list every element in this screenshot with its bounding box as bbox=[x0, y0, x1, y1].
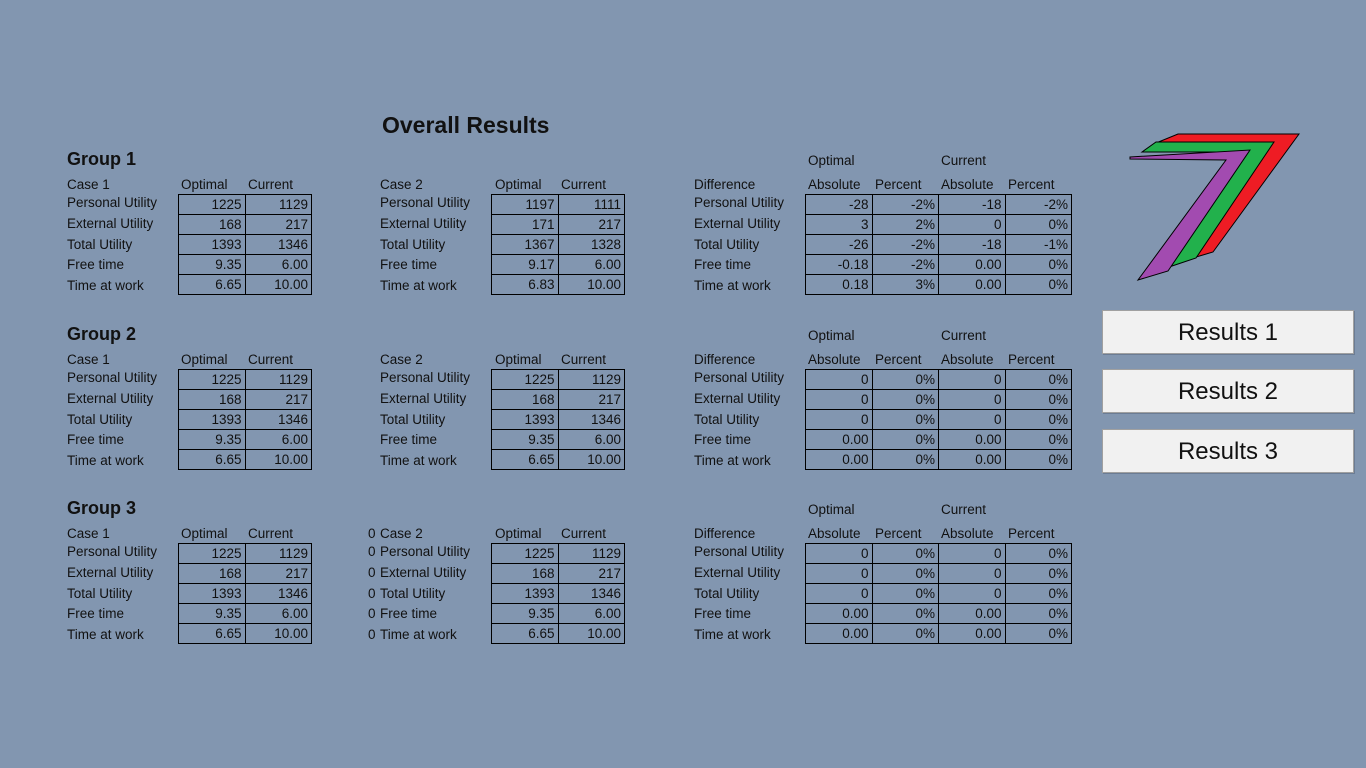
table-cell[interactable]: 0.00 bbox=[939, 604, 1006, 624]
row-label: Time at work bbox=[67, 453, 144, 469]
table-cell[interactable]: 6.00 bbox=[245, 604, 312, 624]
row-label: Total Utility bbox=[67, 236, 133, 252]
row-label: Time at work bbox=[694, 453, 771, 469]
table-cell[interactable]: 0% bbox=[1005, 450, 1072, 470]
absolute-header: Absolute bbox=[808, 352, 861, 367]
table-cell[interactable]: 9.35 bbox=[492, 430, 559, 450]
table-cell[interactable]: 6.65 bbox=[492, 450, 559, 470]
table-row bbox=[492, 370, 625, 390]
group-title: Group 2 bbox=[67, 324, 137, 344]
table-cell[interactable]: 0% bbox=[1005, 410, 1072, 430]
table-row bbox=[492, 255, 625, 275]
table-row bbox=[806, 235, 1072, 255]
percent-header: Percent bbox=[1008, 352, 1055, 367]
case2-label: Case 2 bbox=[380, 352, 423, 367]
row-label: Total Utility bbox=[694, 411, 760, 427]
case1-label: Case 1 bbox=[67, 177, 110, 192]
table-cell[interactable]: 1129 bbox=[245, 544, 312, 564]
current-header: Current bbox=[248, 352, 294, 367]
optimal-header: Optimal bbox=[181, 526, 228, 541]
table-cell[interactable]: 0% bbox=[1005, 390, 1072, 410]
row-label: External Utility bbox=[380, 390, 467, 406]
table-cell[interactable]: 217 bbox=[245, 390, 312, 410]
table-cell[interactable]: 0 bbox=[806, 370, 873, 390]
case2-row-prefix: 0 bbox=[368, 606, 376, 622]
row-label: Time at work bbox=[380, 627, 457, 643]
table-cell[interactable]: 168 bbox=[492, 564, 559, 584]
current-header: Current bbox=[561, 177, 607, 192]
case2-prefix: 0 bbox=[368, 526, 376, 541]
table-cell[interactable]: 10.00 bbox=[245, 450, 312, 470]
row-label: Free time bbox=[694, 432, 752, 448]
group-title: Group 1 bbox=[67, 149, 137, 169]
table-cell[interactable]: 10.00 bbox=[245, 275, 312, 295]
row-label: Total Utility bbox=[380, 411, 446, 427]
table-cell[interactable]: 0% bbox=[872, 450, 939, 470]
table-cell[interactable]: 0.00 bbox=[939, 450, 1006, 470]
table-cell[interactable]: 6.65 bbox=[179, 275, 246, 295]
absolute-header: Absolute bbox=[941, 526, 994, 541]
table-cell[interactable]: -0.18 bbox=[806, 255, 873, 275]
table-row bbox=[492, 275, 625, 295]
percent-header: Percent bbox=[875, 352, 922, 367]
table-cell[interactable]: 9.35 bbox=[492, 604, 559, 624]
row-label: Time at work bbox=[694, 627, 771, 643]
table-cell[interactable]: 0% bbox=[872, 390, 939, 410]
row-label: Personal Utility bbox=[67, 195, 158, 210]
table-row bbox=[492, 410, 625, 430]
table-row bbox=[179, 390, 312, 410]
table-row bbox=[179, 255, 312, 275]
table-row bbox=[806, 370, 1072, 390]
absolute-header: Absolute bbox=[941, 352, 994, 367]
table-row bbox=[492, 604, 625, 624]
table-row bbox=[806, 275, 1072, 295]
table-cell[interactable]: 168 bbox=[179, 390, 246, 410]
table-cell[interactable]: 168 bbox=[179, 215, 246, 235]
table-cell[interactable]: 0 bbox=[939, 215, 1006, 235]
row-label: Time at work bbox=[67, 627, 144, 643]
table-cell[interactable]: 217 bbox=[558, 215, 625, 235]
row-label: External Utility bbox=[694, 390, 781, 406]
row-label: Personal Utility bbox=[380, 544, 471, 559]
row-label: Free time bbox=[380, 257, 438, 273]
row-label: Personal Utility bbox=[694, 544, 785, 559]
table-cell[interactable]: 0.18 bbox=[806, 275, 873, 295]
table-cell[interactable]: 1225 bbox=[179, 195, 246, 215]
table-cell[interactable]: 0% bbox=[1005, 584, 1072, 604]
table-cell[interactable]: 0 bbox=[939, 584, 1006, 604]
current-group-header: Current bbox=[941, 328, 987, 343]
table-cell[interactable]: 0 bbox=[806, 584, 873, 604]
table-cell[interactable]: 0% bbox=[872, 430, 939, 450]
table-cell[interactable]: 10.00 bbox=[558, 624, 625, 644]
table-cell[interactable]: 0% bbox=[1005, 255, 1072, 275]
table-row bbox=[806, 430, 1072, 450]
table-cell[interactable]: -28 bbox=[806, 195, 873, 215]
table-row bbox=[179, 450, 312, 470]
table-cell[interactable]: 10.00 bbox=[558, 275, 625, 295]
table-row bbox=[179, 235, 312, 255]
row-label: External Utility bbox=[694, 564, 781, 580]
table-cell[interactable]: 1393 bbox=[492, 410, 559, 430]
row-label: Total Utility bbox=[380, 236, 446, 252]
row-label: Total Utility bbox=[694, 236, 760, 252]
row-label: External Utility bbox=[67, 390, 154, 406]
table-cell[interactable]: 1346 bbox=[245, 235, 312, 255]
table-cell[interactable]: 9.35 bbox=[179, 604, 246, 624]
table-row bbox=[179, 584, 312, 604]
case1-label: Case 1 bbox=[67, 526, 110, 541]
row-label: Personal Utility bbox=[67, 370, 158, 385]
table-cell[interactable]: 3 bbox=[806, 215, 873, 235]
absolute-header: Absolute bbox=[808, 526, 861, 541]
table-row bbox=[492, 450, 625, 470]
table-cell[interactable]: -18 bbox=[939, 195, 1006, 215]
difference-table bbox=[805, 194, 1072, 295]
table-cell[interactable]: 6.65 bbox=[492, 624, 559, 644]
table-cell[interactable]: 217 bbox=[245, 215, 312, 235]
optimal-header: Optimal bbox=[181, 177, 228, 192]
row-label: Free time bbox=[694, 257, 752, 273]
table-row bbox=[806, 450, 1072, 470]
row-label: Free time bbox=[67, 432, 125, 448]
table-cell[interactable]: 6.00 bbox=[245, 430, 312, 450]
table-cell[interactable]: 1129 bbox=[558, 370, 625, 390]
table-cell[interactable]: 171 bbox=[492, 215, 559, 235]
case1-table bbox=[178, 369, 312, 470]
page-title: Overall Results bbox=[382, 112, 550, 138]
optimal-group-header: Optimal bbox=[808, 328, 855, 343]
case2-row-prefix: 0 bbox=[368, 585, 376, 601]
table-cell[interactable]: 0.00 bbox=[939, 624, 1006, 644]
table-cell[interactable]: 0% bbox=[872, 370, 939, 390]
current-group-header: Current bbox=[941, 502, 987, 517]
current-header: Current bbox=[561, 352, 607, 367]
optimal-group-header: Optimal bbox=[808, 502, 855, 517]
table-cell[interactable]: 1346 bbox=[245, 584, 312, 604]
table-cell[interactable]: -2% bbox=[872, 235, 939, 255]
table-cell[interactable]: 0% bbox=[872, 564, 939, 584]
row-label: External Utility bbox=[694, 215, 781, 231]
table-cell[interactable]: 0% bbox=[872, 624, 939, 644]
table-cell[interactable]: -2% bbox=[872, 195, 939, 215]
table-cell[interactable]: 10.00 bbox=[245, 624, 312, 644]
row-label: Time at work bbox=[694, 278, 771, 294]
difference-table bbox=[805, 543, 1072, 644]
table-cell[interactable]: 217 bbox=[245, 564, 312, 584]
table-row bbox=[492, 564, 625, 584]
table-row bbox=[806, 564, 1072, 584]
table-cell[interactable]: 0% bbox=[1005, 215, 1072, 235]
percent-header: Percent bbox=[1008, 526, 1055, 541]
table-cell[interactable]: 1225 bbox=[492, 370, 559, 390]
table-cell[interactable]: 3% bbox=[872, 275, 939, 295]
table-cell[interactable]: 0 bbox=[806, 564, 873, 584]
table-cell[interactable]: 1225 bbox=[179, 544, 246, 564]
absolute-header: Absolute bbox=[941, 177, 994, 192]
table-cell[interactable]: 0% bbox=[1005, 624, 1072, 644]
table-cell[interactable]: 0% bbox=[1005, 430, 1072, 450]
table-cell[interactable]: 1393 bbox=[179, 235, 246, 255]
table-row bbox=[179, 604, 312, 624]
table-row bbox=[179, 564, 312, 584]
table-cell[interactable]: 0.00 bbox=[806, 430, 873, 450]
table-cell[interactable]: 1393 bbox=[492, 584, 559, 604]
table-cell[interactable]: 1225 bbox=[492, 544, 559, 564]
table-cell[interactable]: 0.00 bbox=[939, 430, 1006, 450]
optimal-header: Optimal bbox=[495, 177, 542, 192]
row-label: External Utility bbox=[380, 215, 467, 231]
row-label: Total Utility bbox=[380, 585, 446, 601]
table-row bbox=[806, 544, 1072, 564]
table-row bbox=[179, 430, 312, 450]
table-cell[interactable]: 0 bbox=[939, 544, 1006, 564]
table-cell[interactable]: 1346 bbox=[558, 410, 625, 430]
table-row bbox=[179, 624, 312, 644]
table-cell[interactable]: 217 bbox=[558, 564, 625, 584]
table-cell[interactable]: -18 bbox=[939, 235, 1006, 255]
table-row bbox=[179, 275, 312, 295]
table-cell[interactable]: 0% bbox=[872, 604, 939, 624]
table-cell[interactable]: 0.00 bbox=[939, 275, 1006, 295]
table-cell[interactable]: 1129 bbox=[245, 195, 312, 215]
table-cell[interactable]: 0 bbox=[939, 564, 1006, 584]
table-cell[interactable]: 0% bbox=[1005, 370, 1072, 390]
table-row bbox=[492, 584, 625, 604]
table-cell[interactable]: 1111 bbox=[558, 195, 625, 215]
difference-label: Difference bbox=[694, 526, 756, 541]
table-row bbox=[492, 624, 625, 644]
row-label: Personal Utility bbox=[380, 195, 471, 210]
table-row bbox=[179, 370, 312, 390]
table-cell[interactable]: 6.00 bbox=[558, 430, 625, 450]
row-label: Time at work bbox=[380, 453, 457, 469]
table-cell[interactable]: 0 bbox=[806, 544, 873, 564]
table-row bbox=[806, 255, 1072, 275]
current-header: Current bbox=[248, 526, 294, 541]
table-row bbox=[806, 604, 1072, 624]
results-1-button[interactable]: Results 1 bbox=[1102, 310, 1354, 354]
table-cell[interactable]: -26 bbox=[806, 235, 873, 255]
difference-label: Difference bbox=[694, 352, 756, 367]
case2-row-prefix: 0 bbox=[368, 544, 376, 559]
case2-table bbox=[491, 369, 625, 470]
table-cell[interactable]: 2% bbox=[872, 215, 939, 235]
row-label: Free time bbox=[694, 606, 752, 622]
current-group-header: Current bbox=[941, 153, 987, 168]
table-cell[interactable]: 6.65 bbox=[179, 450, 246, 470]
results-3-button[interactable]: Results 3 bbox=[1102, 429, 1354, 473]
table-row bbox=[806, 390, 1072, 410]
table-cell[interactable]: 0.00 bbox=[806, 624, 873, 644]
current-header: Current bbox=[248, 177, 294, 192]
case2-row-prefix: 0 bbox=[368, 627, 376, 643]
table-cell[interactable]: 0 bbox=[939, 370, 1006, 390]
table-cell[interactable]: 0% bbox=[1005, 564, 1072, 584]
table-cell[interactable]: 168 bbox=[492, 390, 559, 410]
case2-table bbox=[491, 194, 625, 295]
table-cell[interactable]: 1129 bbox=[245, 370, 312, 390]
table-row bbox=[179, 410, 312, 430]
table-cell[interactable]: 1346 bbox=[245, 410, 312, 430]
table-cell[interactable]: -2% bbox=[1005, 195, 1072, 215]
optimal-header: Optimal bbox=[495, 526, 542, 541]
row-label: Personal Utility bbox=[67, 544, 158, 559]
table-cell[interactable]: 0.00 bbox=[939, 255, 1006, 275]
case1-label: Case 1 bbox=[67, 352, 110, 367]
percent-header: Percent bbox=[875, 177, 922, 192]
percent-header: Percent bbox=[875, 526, 922, 541]
case2-label: Case 2 bbox=[380, 177, 423, 192]
current-header: Current bbox=[561, 526, 607, 541]
table-cell[interactable]: 6.00 bbox=[558, 604, 625, 624]
table-row bbox=[492, 430, 625, 450]
table-cell[interactable]: 6.00 bbox=[558, 255, 625, 275]
table-cell[interactable]: 0% bbox=[1005, 275, 1072, 295]
table-cell[interactable]: 9.35 bbox=[179, 255, 246, 275]
table-row bbox=[179, 195, 312, 215]
row-label: Free time bbox=[380, 606, 438, 622]
table-row bbox=[492, 215, 625, 235]
case2-table bbox=[491, 543, 625, 644]
table-row bbox=[806, 195, 1072, 215]
table-cell[interactable]: 1197 bbox=[492, 195, 559, 215]
table-cell[interactable]: 1346 bbox=[558, 584, 625, 604]
row-label: Total Utility bbox=[67, 411, 133, 427]
table-row bbox=[492, 235, 625, 255]
row-label: Personal Utility bbox=[694, 195, 785, 210]
table-cell[interactable]: 217 bbox=[558, 390, 625, 410]
percent-header: Percent bbox=[1008, 177, 1055, 192]
row-label: Free time bbox=[67, 606, 125, 622]
case2-row-prefix: 0 bbox=[368, 564, 376, 580]
table-cell[interactable]: 10.00 bbox=[558, 450, 625, 470]
table-row bbox=[492, 390, 625, 410]
row-label: Total Utility bbox=[67, 585, 133, 601]
table-cell[interactable]: 0% bbox=[872, 544, 939, 564]
results-2-button[interactable]: Results 2 bbox=[1102, 369, 1354, 413]
table-cell[interactable]: 6.65 bbox=[179, 624, 246, 644]
table-cell[interactable]: 0 bbox=[806, 390, 873, 410]
case2-label: Case 2 bbox=[380, 526, 423, 541]
table-cell[interactable]: 1393 bbox=[179, 410, 246, 430]
table-row bbox=[179, 544, 312, 564]
table-cell[interactable]: 1367 bbox=[492, 235, 559, 255]
case1-table bbox=[178, 543, 312, 644]
table-cell[interactable]: 168 bbox=[179, 564, 246, 584]
table-cell[interactable]: 9.35 bbox=[179, 430, 246, 450]
row-label: Personal Utility bbox=[380, 370, 471, 385]
table-row bbox=[179, 215, 312, 235]
table-cell[interactable]: 1393 bbox=[179, 584, 246, 604]
row-label: Time at work bbox=[380, 278, 457, 294]
table-cell[interactable]: 1225 bbox=[179, 370, 246, 390]
optimal-header: Optimal bbox=[181, 352, 228, 367]
row-label: External Utility bbox=[380, 564, 467, 580]
row-label: Free time bbox=[380, 432, 438, 448]
table-row bbox=[492, 195, 625, 215]
row-label: Free time bbox=[67, 257, 125, 273]
table-cell[interactable]: 0 bbox=[939, 410, 1006, 430]
group-title: Group 3 bbox=[67, 498, 137, 518]
table-cell[interactable]: 0% bbox=[1005, 544, 1072, 564]
table-cell[interactable]: 0% bbox=[872, 584, 939, 604]
difference-label: Difference bbox=[694, 177, 756, 192]
table-cell[interactable]: -2% bbox=[872, 255, 939, 275]
table-row bbox=[492, 544, 625, 564]
row-label: External Utility bbox=[67, 215, 154, 231]
table-cell[interactable]: 6.83 bbox=[492, 275, 559, 295]
table-cell[interactable]: 6.00 bbox=[245, 255, 312, 275]
table-cell[interactable]: 0 bbox=[939, 390, 1006, 410]
table-row bbox=[806, 410, 1072, 430]
table-cell[interactable]: 0.00 bbox=[806, 450, 873, 470]
table-row bbox=[806, 624, 1072, 644]
optimal-group-header: Optimal bbox=[808, 153, 855, 168]
table-row bbox=[806, 215, 1072, 235]
table-cell[interactable]: 0% bbox=[872, 410, 939, 430]
row-label: Total Utility bbox=[694, 585, 760, 601]
logo bbox=[1128, 132, 1303, 289]
table-row bbox=[806, 584, 1072, 604]
table-cell[interactable]: 0% bbox=[1005, 604, 1072, 624]
table-cell[interactable]: 1129 bbox=[558, 544, 625, 564]
table-cell[interactable]: 0 bbox=[806, 410, 873, 430]
row-label: Time at work bbox=[67, 278, 144, 294]
row-label: External Utility bbox=[67, 564, 154, 580]
table-cell[interactable]: 1328 bbox=[558, 235, 625, 255]
table-cell[interactable]: -1% bbox=[1005, 235, 1072, 255]
table-cell[interactable]: 0.00 bbox=[806, 604, 873, 624]
difference-table bbox=[805, 369, 1072, 470]
absolute-header: Absolute bbox=[808, 177, 861, 192]
row-label: Personal Utility bbox=[694, 370, 785, 385]
table-cell[interactable]: 9.17 bbox=[492, 255, 559, 275]
case1-table bbox=[178, 194, 312, 295]
optimal-header: Optimal bbox=[495, 352, 542, 367]
